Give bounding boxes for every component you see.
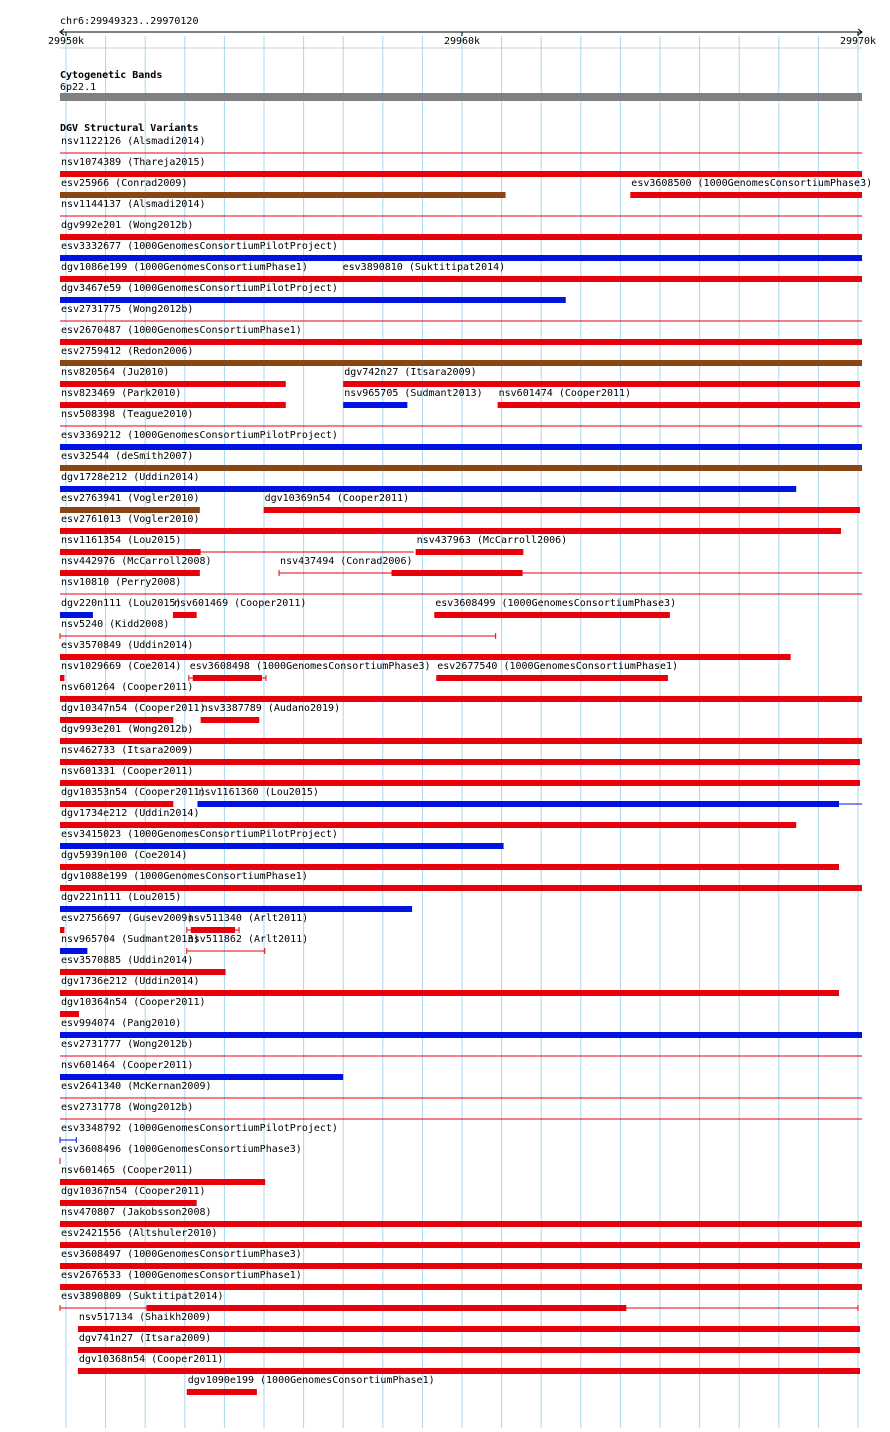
variant-label: dgv1086e199 (1000GenomesConsortiumPhase1) [61, 262, 308, 273]
variant-feature[interactable] [436, 661, 678, 681]
variant-bar [60, 1242, 860, 1248]
variant-bar [60, 780, 860, 786]
variant-bar [498, 402, 860, 408]
variant-feature[interactable] [60, 913, 193, 933]
variant-feature[interactable] [60, 304, 862, 321]
variant-bar [60, 528, 841, 534]
variant-feature[interactable] [60, 283, 566, 303]
variant-bar [78, 1326, 860, 1332]
variant-bar [392, 570, 523, 576]
variant-label: nsv5240 (Kidd2008) [61, 619, 170, 630]
variant-label: dgv1090e199 (1000GenomesConsortiumPhase1) [187, 1375, 435, 1386]
variant-label: esv2670487 (1000GenomesConsortiumPhase1) [61, 325, 302, 336]
dgv-track-title: DGV Structural Variants [60, 123, 199, 134]
variant-label: nsv511340 (Arlt2011) [187, 913, 309, 924]
variant-label: dgv742n27 (Itsara2009) [344, 367, 477, 378]
variant-bar [60, 1011, 79, 1017]
ruler-tick-label: 29960k [443, 36, 481, 47]
variant-label: esv3332677 (1000GenomesConsortiumPilotProject) [61, 241, 338, 252]
variant-bar [60, 360, 862, 366]
variant-bar [343, 381, 860, 387]
variant-bar [60, 1179, 265, 1185]
variant-bar [60, 1284, 862, 1290]
variant-bar [146, 1305, 626, 1311]
variant-feature[interactable] [60, 514, 841, 534]
variant-feature[interactable] [173, 598, 306, 618]
variant-bar [60, 171, 862, 177]
variant-feature[interactable] [60, 703, 206, 723]
variant-feature[interactable] [60, 1018, 862, 1038]
variant-label: esv3348792 (1000GenomesConsortiumPilotProject) [61, 1123, 338, 1134]
variant-bar [60, 1263, 862, 1269]
variant-label: esv2759412 (Redon2006) [61, 346, 194, 357]
variant-bar [60, 885, 862, 891]
variant-label: nsv437963 (McCarroll2006) [416, 535, 568, 546]
variant-label: dgv10367n54 (Cooper2011) [61, 1186, 206, 1197]
variant-bar [60, 759, 860, 765]
variant-label: nsv601465 (Cooper2011) [61, 1165, 194, 1176]
variant-feature[interactable] [60, 136, 862, 153]
variant-bar [173, 612, 197, 618]
variant-feature[interactable] [60, 346, 862, 366]
variant-feature[interactable] [60, 157, 862, 177]
variant-feature[interactable] [60, 1060, 343, 1080]
cytoband-track-title: Cytogenetic Bands [60, 70, 163, 81]
variant-label: esv2731775 (Wong2012b) [61, 304, 194, 315]
variant-feature[interactable] [60, 451, 862, 471]
variant-label: nsv601469 (Cooper2011) [173, 598, 307, 609]
variant-bar [60, 1032, 862, 1038]
variant-feature[interactable] [60, 325, 862, 345]
variant-feature[interactable] [60, 934, 199, 954]
variant-feature[interactable] [60, 388, 286, 408]
variant-bar [60, 906, 412, 912]
variant-feature[interactable] [60, 1186, 206, 1206]
variant-feature[interactable] [60, 871, 862, 891]
variant-bar [60, 444, 862, 450]
variant-bar [60, 570, 200, 576]
variant-label: nsv3387789 (Audano2019) [201, 703, 341, 714]
variant-feature[interactable] [434, 598, 676, 618]
variant-label: nsv1161360 (Lou2015) [198, 787, 319, 798]
variant-feature[interactable] [60, 829, 504, 849]
variant-feature[interactable] [60, 766, 860, 786]
variant-bar [60, 654, 791, 660]
variant-label: esv3570849 (Uddin2014) [61, 640, 194, 651]
variant-feature[interactable] [78, 1354, 860, 1374]
variant-feature[interactable] [60, 241, 862, 261]
variant-label: esv3415023 (1000GenomesConsortiumPilotProject) [61, 829, 338, 840]
variant-bar [60, 801, 173, 807]
variant-feature[interactable] [60, 1165, 265, 1185]
variant-bar [78, 1368, 860, 1374]
variant-bar [60, 402, 286, 408]
variant-bar [630, 192, 862, 198]
variant-feature[interactable] [187, 1375, 435, 1395]
variant-bar [60, 612, 93, 618]
variant-feature[interactable] [197, 787, 862, 807]
variant-label: esv3608499 (1000GenomesConsortiumPhase3) [435, 598, 677, 609]
variant-label: nsv601264 (Cooper2011) [61, 682, 194, 693]
variant-label: esv2676533 (1000GenomesConsortiumPhase1) [61, 1270, 302, 1281]
variant-label: esv3570885 (Uddin2014) [61, 955, 194, 966]
variant-bar [60, 486, 796, 492]
variant-bar [60, 1221, 862, 1227]
variant-bar [60, 969, 226, 975]
variant-label: dgv3467e59 (1000GenomesConsortiumPilotProject) [61, 283, 338, 294]
variant-label: dgv992e201 (Wong2012b) [61, 220, 194, 231]
variant-label: nsv1074389 (Thareja2015) [61, 157, 206, 168]
variant-feature[interactable] [60, 619, 496, 639]
variant-bar [60, 507, 200, 513]
variant-label: dgv10369n54 (Cooper2011) [264, 493, 410, 504]
variant-label: esv2763941 (Vogler2010) [61, 493, 200, 504]
variant-feature[interactable] [60, 556, 212, 576]
variant-feature[interactable] [60, 787, 206, 807]
variant-label: esv2421556 (Altshuler2010) [61, 1228, 218, 1239]
variant-label: nsv470807 (Jakobsson2008) [61, 1207, 212, 1218]
variant-bar [60, 297, 566, 303]
variant-label: nsv601474 (Cooper2011) [498, 388, 632, 399]
variant-feature[interactable] [60, 640, 791, 660]
variant-label: nsv511862 (Arlt2011) [187, 934, 309, 945]
variant-label: nsv508398 (Teague2010) [61, 409, 194, 420]
variant-feature[interactable] [187, 913, 308, 933]
cytoband-label: 6p22.1 [60, 82, 97, 93]
variant-label: nsv820564 (Ju2010) [61, 367, 170, 378]
position-ruler[interactable] [48, 29, 876, 48]
variant-bar [60, 927, 64, 933]
variant-feature[interactable] [279, 556, 862, 576]
variant-label: esv25966 (Conrad2009) [61, 178, 188, 189]
variant-feature[interactable] [498, 388, 860, 408]
variant-bar [60, 696, 862, 702]
variant-feature[interactable] [343, 367, 860, 387]
variant-label: nsv1161354 (Lou2015) [61, 535, 182, 546]
variant-feature[interactable] [187, 934, 308, 954]
variant-feature[interactable] [60, 1249, 862, 1269]
variant-feature[interactable] [78, 1312, 860, 1332]
variant-feature[interactable] [60, 682, 862, 702]
variant-label: esv2731777 (Wong2012b) [61, 1039, 194, 1050]
variant-label: nsv442976 (McCarroll2008) [61, 556, 212, 567]
variant-feature[interactable] [60, 178, 506, 198]
variant-bar [60, 843, 504, 849]
variant-label: esv3608497 (1000GenomesConsortiumPhase3) [61, 1249, 302, 1260]
variant-label: dgv10347n54 (Cooper2011) [61, 703, 206, 714]
variant-feature[interactable] [60, 1207, 862, 1227]
variant-feature[interactable] [60, 1123, 338, 1143]
variant-feature[interactable] [60, 892, 412, 912]
variant-feature[interactable] [264, 493, 860, 513]
variant-label: dgv1088e199 (1000GenomesConsortiumPhase1) [61, 871, 308, 882]
variant-label: dgv1734e212 (Uddin2014) [61, 808, 200, 819]
dgv-feature-list [60, 136, 872, 1395]
variant-bar [60, 864, 839, 870]
variant-label: dgv10368n54 (Cooper2011) [78, 1354, 224, 1365]
variant-label: nsv1122126 (Alsmadi2014) [61, 136, 206, 147]
variant-label: esv32544 (deSmith2007) [61, 451, 194, 462]
variant-bar [60, 948, 87, 954]
variant-feature[interactable] [60, 472, 796, 492]
ruler-tick-label: 29950k [47, 36, 85, 47]
variant-feature[interactable] [189, 661, 431, 681]
variant-label: nsv10810 (Perry2008) [61, 577, 182, 588]
variant-feature[interactable] [60, 724, 862, 744]
variant-feature[interactable] [60, 1039, 862, 1056]
variant-bar [187, 1389, 257, 1395]
variant-bar [78, 1347, 860, 1353]
region-label: chr6:29949323..29970120 [60, 16, 199, 27]
variant-feature[interactable] [60, 367, 286, 387]
variant-bar [191, 927, 235, 933]
variant-bar [343, 402, 407, 408]
variant-feature[interactable] [60, 1270, 862, 1290]
variant-label: nsv437494 (Conrad2006) [280, 556, 413, 567]
variant-label: esv2756697 (Gusev2009) [61, 913, 194, 924]
variant-label: esv2677540 (1000GenomesConsortiumPhase1) [437, 661, 679, 672]
variant-label: esv3890810 (Suktitipat2014) [342, 262, 506, 273]
variant-label: nsv965704 (Sudmant2013) [61, 934, 200, 945]
variant-label: dgv1736e212 (Uddin2014) [61, 976, 200, 987]
ruler-tick-label: 29970k [839, 36, 877, 47]
variant-feature[interactable] [60, 808, 796, 828]
variant-feature[interactable] [78, 1333, 860, 1353]
variant-label: nsv1029669 (Coe2014) [61, 661, 182, 672]
variant-feature[interactable] [60, 535, 414, 555]
variant-label: nsv462733 (Itsara2009) [61, 745, 194, 756]
variant-label: nsv601464 (Cooper2011) [61, 1060, 194, 1071]
variant-feature[interactable] [60, 430, 862, 450]
variant-feature[interactable] [60, 493, 200, 513]
variant-feature[interactable] [201, 703, 340, 723]
variant-feature[interactable] [60, 409, 862, 426]
variant-bar [60, 717, 173, 723]
variant-label: esv994074 (Pang2010) [61, 1018, 182, 1029]
variant-bar [60, 465, 862, 471]
variant-label: dgv10353n54 (Cooper2011) [61, 787, 206, 798]
variant-bar [60, 738, 862, 744]
variant-bar [60, 990, 839, 996]
variant-label: esv2641340 (McKernan2009) [61, 1081, 212, 1092]
variant-label: dgv1728e212 (Uddin2014) [61, 472, 200, 483]
variant-bar [60, 234, 862, 240]
variant-label: esv3369212 (1000GenomesConsortiumPilotProject) [61, 430, 338, 441]
variant-bar [60, 822, 796, 828]
variant-feature[interactable] [60, 976, 839, 996]
variant-bar [60, 675, 64, 681]
variant-bar [60, 255, 862, 261]
variant-label: esv3608496 (1000GenomesConsortiumPhase3) [61, 1144, 302, 1155]
variant-feature[interactable] [60, 220, 862, 240]
variant-feature[interactable] [60, 1291, 858, 1311]
variant-label: esv2731778 (Wong2012b) [61, 1102, 194, 1113]
variant-feature[interactable] [60, 997, 206, 1017]
variant-bar [436, 675, 668, 681]
variant-feature[interactable] [60, 598, 181, 618]
variant-bar [197, 801, 839, 807]
variant-feature[interactable] [60, 1081, 862, 1098]
variant-bar [264, 507, 860, 513]
variant-label: nsv1144137 (Alsmadi2014) [61, 199, 206, 210]
variant-label: dgv5939n100 (Coe2014) [61, 850, 188, 861]
variant-label: nsv823469 (Park2010) [61, 388, 182, 399]
variant-label: nsv965705 (Sudmant2013) [344, 388, 483, 399]
variant-label: esv3608498 (1000GenomesConsortiumPhase3) [189, 661, 431, 672]
variant-feature[interactable] [60, 1102, 862, 1119]
variant-feature[interactable] [416, 535, 568, 555]
variant-bar [60, 381, 286, 387]
variant-bar [60, 339, 862, 345]
variant-feature[interactable] [60, 955, 226, 975]
variant-label: nsv601331 (Cooper2011) [61, 766, 194, 777]
variant-feature[interactable] [60, 661, 181, 681]
cytoband-bar[interactable] [60, 93, 862, 101]
variant-label: dgv741n27 (Itsara2009) [78, 1333, 212, 1344]
variant-bar [416, 549, 524, 555]
variant-feature[interactable] [630, 178, 872, 198]
variant-bar [193, 675, 262, 681]
variant-feature[interactable] [60, 850, 839, 870]
variant-feature[interactable] [60, 1144, 302, 1164]
variant-label: dgv221n111 (Lou2015) [61, 892, 182, 903]
variant-feature[interactable] [60, 745, 860, 765]
variant-label: esv3608500 (1000GenomesConsortiumPhase3) [631, 178, 873, 189]
variant-label: dgv10364n54 (Cooper2011) [61, 997, 206, 1008]
variant-feature[interactable] [60, 199, 862, 216]
variant-label: esv3890809 (Suktitipat2014) [61, 1291, 224, 1302]
variant-label: nsv517134 (Shaikh2009) [78, 1312, 212, 1323]
variant-feature[interactable] [60, 1228, 860, 1248]
variant-bar [60, 1074, 343, 1080]
variant-feature[interactable] [60, 577, 862, 594]
variant-label: dgv220n111 (Lou2015) [61, 598, 182, 609]
variant-label: esv2761013 (Vogler2010) [61, 514, 200, 525]
variant-bar [434, 612, 670, 618]
variant-bar [60, 192, 506, 198]
variant-bar [201, 717, 260, 723]
variant-bar [60, 549, 201, 555]
variant-bar [60, 1200, 197, 1206]
variant-label: dgv993e201 (Wong2012b) [61, 724, 194, 735]
